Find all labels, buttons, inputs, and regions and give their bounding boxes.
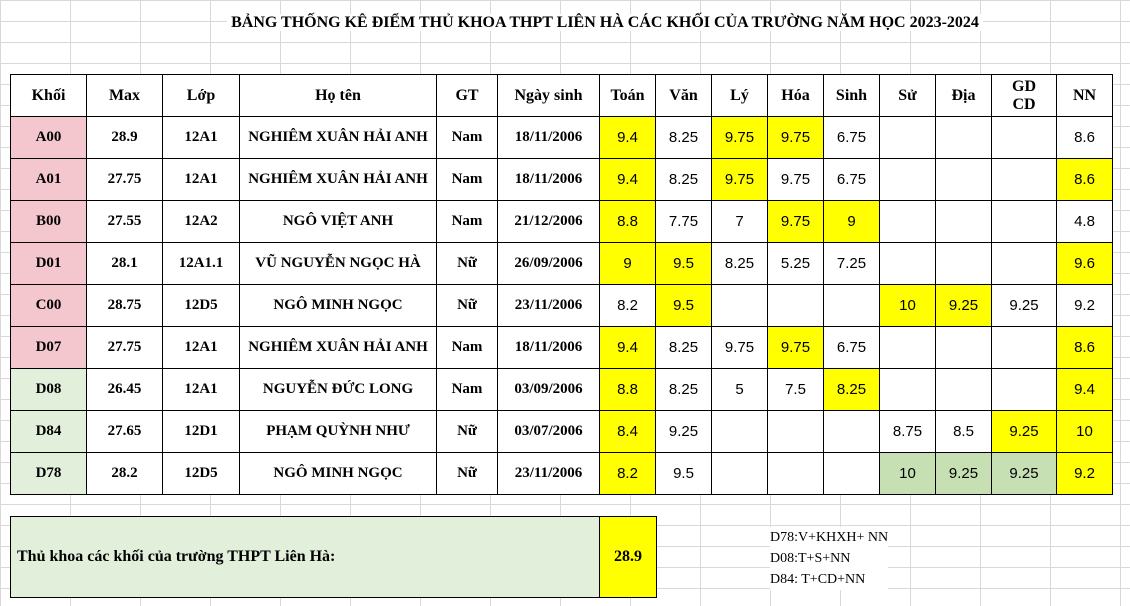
cell-nn: 9.6 bbox=[1057, 243, 1113, 285]
cell-hoa: 9.75 bbox=[768, 159, 824, 201]
cell-van: 8.25 bbox=[656, 369, 712, 411]
cell-ho-ten: NGÔ MINH NGỌC bbox=[240, 453, 437, 495]
cell-toan: 9 bbox=[600, 243, 656, 285]
table-row bbox=[11, 243, 1113, 285]
cell-ngay-sinh: 18/11/2006 bbox=[498, 327, 600, 369]
cell-dia: 9.25 bbox=[936, 453, 992, 495]
cell-max: 26.45 bbox=[87, 369, 163, 411]
cell-nn: 9.4 bbox=[1057, 369, 1113, 411]
cell-max: 28.1 bbox=[87, 243, 163, 285]
cell-ho-ten: NGHIÊM XUÂN HẢI ANH bbox=[240, 327, 437, 369]
table-row bbox=[11, 201, 1113, 243]
cell-hoa bbox=[768, 411, 824, 453]
cell-toan: 9.4 bbox=[600, 327, 656, 369]
header-van: Văn bbox=[656, 75, 712, 117]
cell-toan: 8.4 bbox=[600, 411, 656, 453]
cell-gt: Nam bbox=[437, 117, 498, 159]
header-hoa: Hóa bbox=[768, 75, 824, 117]
block-notes bbox=[770, 527, 888, 590]
cell-max: 28.75 bbox=[87, 285, 163, 327]
cell-ngay-sinh: 23/11/2006 bbox=[498, 285, 600, 327]
cell-su: 8.75 bbox=[880, 411, 936, 453]
cell-khoi: D07 bbox=[11, 327, 87, 369]
cell-khoi: D78 bbox=[11, 453, 87, 495]
cell-ngay-sinh: 23/11/2006 bbox=[498, 453, 600, 495]
header-gt: GT bbox=[437, 75, 498, 117]
table-row bbox=[11, 411, 1113, 453]
cell-gt: Nữ bbox=[437, 243, 498, 285]
cell-sinh: 9 bbox=[824, 201, 880, 243]
cell-max: 27.75 bbox=[87, 327, 163, 369]
cell-lop: 12D5 bbox=[163, 285, 240, 327]
cell-lop: 12A1 bbox=[163, 327, 240, 369]
cell-ngay-sinh: 18/11/2006 bbox=[498, 159, 600, 201]
table-row bbox=[11, 285, 1113, 327]
cell-toan: 9.4 bbox=[600, 117, 656, 159]
header-ngay-sinh: Ngày sinh bbox=[498, 75, 600, 117]
table-row bbox=[11, 453, 1113, 495]
cell-lop: 12A1.1 bbox=[163, 243, 240, 285]
header-toan: Toán bbox=[600, 75, 656, 117]
cell-toan: 8.8 bbox=[600, 369, 656, 411]
header-ly: Lý bbox=[712, 75, 768, 117]
cell-ho-ten: PHẠM QUỲNH NHƯ bbox=[240, 411, 437, 453]
cell-sinh bbox=[824, 285, 880, 327]
cell-su bbox=[880, 117, 936, 159]
cell-sinh: 6.75 bbox=[824, 159, 880, 201]
cell-ngay-sinh: 21/12/2006 bbox=[498, 201, 600, 243]
cell-khoi: A01 bbox=[11, 159, 87, 201]
header-nn: NN bbox=[1057, 75, 1113, 117]
cell-hoa: 9.75 bbox=[768, 117, 824, 159]
cell-toan: 9.4 bbox=[600, 159, 656, 201]
table-row bbox=[11, 159, 1113, 201]
cell-gt: Nam bbox=[437, 201, 498, 243]
cell-nn: 9.2 bbox=[1057, 453, 1113, 495]
cell-dia bbox=[936, 201, 992, 243]
cell-max: 27.55 bbox=[87, 201, 163, 243]
table-row bbox=[11, 117, 1113, 159]
cell-ly: 5 bbox=[712, 369, 768, 411]
cell-gt: Nam bbox=[437, 369, 498, 411]
cell-ly: 8.25 bbox=[712, 243, 768, 285]
cell-lop: 12A1 bbox=[163, 369, 240, 411]
cell-ly: 9.75 bbox=[712, 117, 768, 159]
cell-toan: 8.2 bbox=[600, 285, 656, 327]
cell-nn: 8.6 bbox=[1057, 327, 1113, 369]
cell-su bbox=[880, 369, 936, 411]
cell-hoa: 5.25 bbox=[768, 243, 824, 285]
scores-table bbox=[10, 74, 1113, 495]
cell-gdcd bbox=[992, 369, 1057, 411]
header-dia: Địa bbox=[936, 75, 992, 117]
cell-ly: 9.75 bbox=[712, 327, 768, 369]
cell-su: 10 bbox=[880, 453, 936, 495]
cell-toan: 8.8 bbox=[600, 201, 656, 243]
cell-gdcd bbox=[992, 201, 1057, 243]
cell-max: 28.2 bbox=[87, 453, 163, 495]
cell-khoi: B00 bbox=[11, 201, 87, 243]
cell-ho-ten: NGUYỄN ĐỨC LONG bbox=[240, 369, 437, 411]
cell-dia bbox=[936, 369, 992, 411]
cell-ngay-sinh: 03/09/2006 bbox=[498, 369, 600, 411]
cell-van: 8.25 bbox=[656, 327, 712, 369]
cell-khoi: C00 bbox=[11, 285, 87, 327]
cell-su: 10 bbox=[880, 285, 936, 327]
cell-gdcd bbox=[992, 159, 1057, 201]
cell-max: 28.9 bbox=[87, 117, 163, 159]
cell-ly bbox=[712, 453, 768, 495]
cell-sinh bbox=[824, 453, 880, 495]
cell-van: 8.25 bbox=[656, 117, 712, 159]
cell-hoa: 9.75 bbox=[768, 201, 824, 243]
summary-label: Thủ khoa các khối của trường THPT Liên Hà: bbox=[10, 516, 600, 598]
note-d08: D08:T+S+NN bbox=[770, 551, 851, 566]
cell-gdcd bbox=[992, 243, 1057, 285]
cell-ho-ten: NGÔ VIỆT ANH bbox=[240, 201, 437, 243]
cell-toan: 8.2 bbox=[600, 453, 656, 495]
cell-sinh: 8.25 bbox=[824, 369, 880, 411]
cell-lop: 12A1 bbox=[163, 159, 240, 201]
cell-sinh: 7.25 bbox=[824, 243, 880, 285]
page-title: BẢNG THỐNG KÊ ĐIỂM THỦ KHOA THPT LIÊN HÀ CÁC KHỐI CỦA TRƯỜNG NĂM HỌC 2023-2024 bbox=[0, 14, 1130, 32]
cell-dia bbox=[936, 243, 992, 285]
cell-hoa: 7.5 bbox=[768, 369, 824, 411]
cell-hoa bbox=[768, 285, 824, 327]
cell-nn: 8.6 bbox=[1057, 159, 1113, 201]
cell-khoi: D01 bbox=[11, 243, 87, 285]
cell-gdcd: 9.25 bbox=[992, 453, 1057, 495]
table-row bbox=[11, 369, 1113, 411]
cell-nn: 9.2 bbox=[1057, 285, 1113, 327]
header-lop: Lớp bbox=[163, 75, 240, 117]
cell-ho-ten: NGHIÊM XUÂN HẢI ANH bbox=[240, 159, 437, 201]
cell-ho-ten: NGÔ MINH NGỌC bbox=[240, 285, 437, 327]
cell-dia: 8.5 bbox=[936, 411, 992, 453]
cell-khoi: A00 bbox=[11, 117, 87, 159]
cell-gt: Nữ bbox=[437, 285, 498, 327]
header-row bbox=[11, 75, 1113, 117]
cell-van: 8.25 bbox=[656, 159, 712, 201]
cell-van: 9.5 bbox=[656, 285, 712, 327]
cell-gt: Nữ bbox=[437, 411, 498, 453]
cell-ngay-sinh: 03/07/2006 bbox=[498, 411, 600, 453]
cell-khoi: D08 bbox=[11, 369, 87, 411]
cell-lop: 12D1 bbox=[163, 411, 240, 453]
cell-gdcd: 9.25 bbox=[992, 411, 1057, 453]
cell-van: 9.5 bbox=[656, 453, 712, 495]
header-gdcd: GD CD bbox=[992, 75, 1057, 117]
cell-khoi: D84 bbox=[11, 411, 87, 453]
cell-ly: 7 bbox=[712, 201, 768, 243]
cell-ho-ten: VŨ NGUYỄN NGỌC HÀ bbox=[240, 243, 437, 285]
cell-max: 27.75 bbox=[87, 159, 163, 201]
cell-ly bbox=[712, 411, 768, 453]
cell-ho-ten: NGHIÊM XUÂN HẢI ANH bbox=[240, 117, 437, 159]
cell-gdcd bbox=[992, 117, 1057, 159]
cell-su bbox=[880, 243, 936, 285]
cell-van: 9.5 bbox=[656, 243, 712, 285]
cell-su bbox=[880, 159, 936, 201]
header-ho-ten: Họ tên bbox=[240, 75, 437, 117]
cell-dia bbox=[936, 117, 992, 159]
cell-dia bbox=[936, 159, 992, 201]
header-khoi: Khối bbox=[11, 75, 87, 117]
cell-ly bbox=[712, 285, 768, 327]
cell-van: 9.25 bbox=[656, 411, 712, 453]
cell-sinh bbox=[824, 411, 880, 453]
cell-max: 27.65 bbox=[87, 411, 163, 453]
cell-sinh: 6.75 bbox=[824, 117, 880, 159]
cell-gt: Nữ bbox=[437, 453, 498, 495]
cell-su bbox=[880, 327, 936, 369]
table-row bbox=[11, 327, 1113, 369]
cell-ngay-sinh: 18/11/2006 bbox=[498, 117, 600, 159]
cell-lop: 12A1 bbox=[163, 117, 240, 159]
note-d78: D78:V+KHXH+ NN bbox=[770, 530, 889, 545]
cell-dia: 9.25 bbox=[936, 285, 992, 327]
header-max: Max bbox=[87, 75, 163, 117]
cell-sinh: 6.75 bbox=[824, 327, 880, 369]
cell-gdcd bbox=[992, 327, 1057, 369]
cell-nn: 10 bbox=[1057, 411, 1113, 453]
cell-ngay-sinh: 26/09/2006 bbox=[498, 243, 600, 285]
cell-ly: 9.75 bbox=[712, 159, 768, 201]
cell-nn: 4.8 bbox=[1057, 201, 1113, 243]
cell-su bbox=[880, 201, 936, 243]
header-su: Sử bbox=[880, 75, 936, 117]
cell-dia bbox=[936, 327, 992, 369]
summary-value: 28.9 bbox=[600, 516, 657, 598]
note-d84: D84: T+CD+NN bbox=[770, 572, 866, 587]
cell-van: 7.75 bbox=[656, 201, 712, 243]
cell-lop: 12D5 bbox=[163, 453, 240, 495]
cell-nn: 8.6 bbox=[1057, 117, 1113, 159]
cell-hoa bbox=[768, 453, 824, 495]
cell-gt: Nam bbox=[437, 327, 498, 369]
cell-hoa: 9.75 bbox=[768, 327, 824, 369]
header-sinh: Sinh bbox=[824, 75, 880, 117]
cell-lop: 12A2 bbox=[163, 201, 240, 243]
cell-gt: Nam bbox=[437, 159, 498, 201]
cell-gdcd: 9.25 bbox=[992, 285, 1057, 327]
